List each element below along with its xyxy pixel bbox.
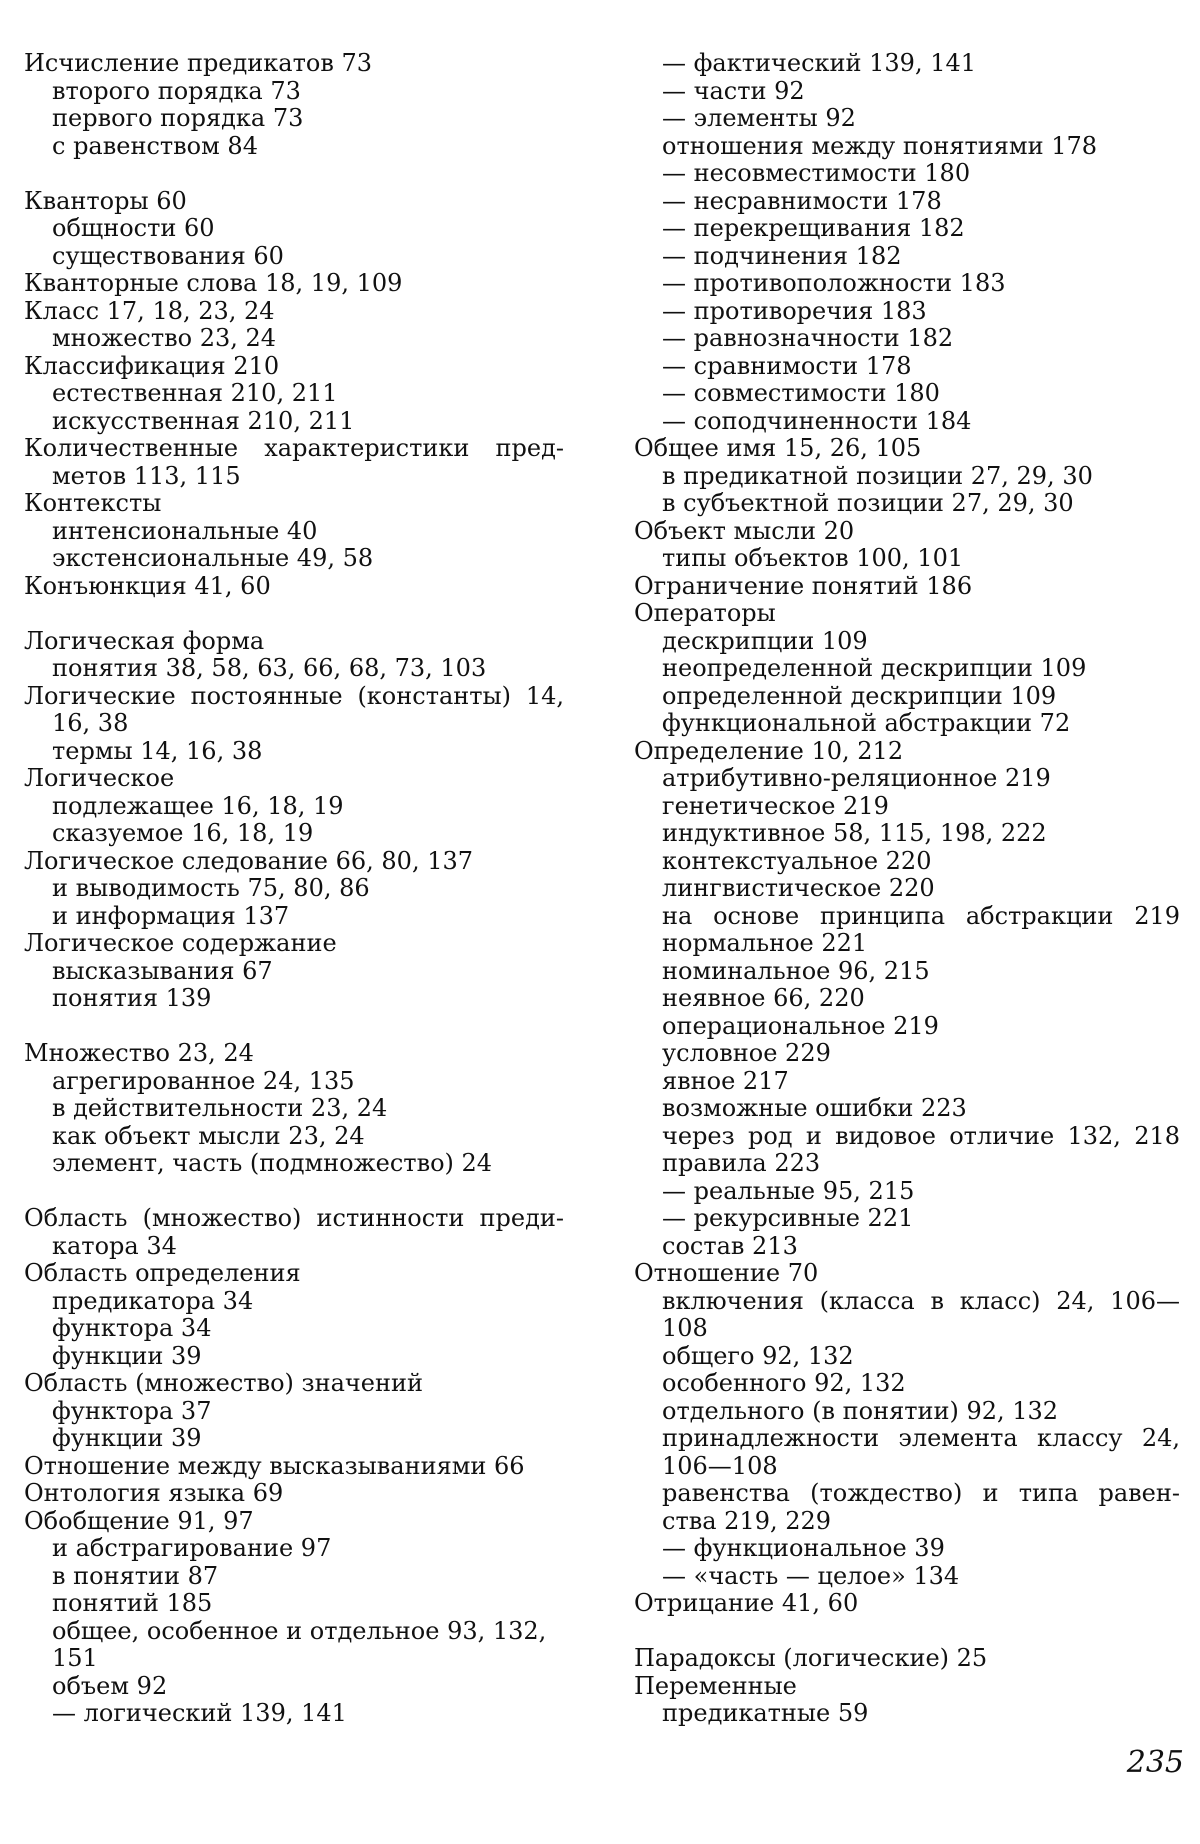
index-subentry: в действительности 23, 24 (52, 1094, 388, 1122)
index-spacer (24, 160, 564, 188)
index-entry: Контексты (24, 489, 162, 517)
index-subentry: правила 223 (662, 1149, 821, 1177)
index-subentry: состав 213 (662, 1231, 798, 1260)
index-subentry: — реальные 95, 215 (662, 1176, 915, 1205)
index-subentry: 151 (52, 1644, 98, 1672)
index-subentry: — рекурсивные 221 (662, 1204, 914, 1232)
index-subentry: функциональной абстракции 72 (662, 709, 1071, 737)
index-entry: Логическое (24, 764, 175, 792)
index-entry: Классификация 210 (24, 351, 280, 380)
index-entry: Кванторные слова 18, 19, 109 (24, 269, 403, 297)
index-subentry: — несовместимости 180 (662, 159, 971, 187)
index-entry: Исчисление предикатов 73 (24, 49, 372, 77)
index-subentry: — функциональное 39 (662, 1534, 945, 1562)
index-subentry: — перекрещивания 182 (662, 214, 965, 242)
index-subentry: первого порядка 73 (52, 104, 304, 132)
index-subentry: контекстуальное 220 (662, 846, 932, 875)
index-entry: Количественные характеристики пред- (24, 434, 564, 462)
index-subentry: — фактический 139, 141 (662, 49, 977, 77)
index-subentry: термы 14, 16, 38 (52, 736, 263, 765)
index-entry: Определение 10, 212 (634, 736, 904, 765)
index-subentry: подлежащее 16, 18, 19 (52, 791, 344, 820)
index-subentry: атрибутивно-реляционное 219 (662, 764, 1051, 792)
index-entry: Конъюнкция 41, 60 (24, 571, 271, 600)
index-spacer (24, 1013, 564, 1041)
index-subentry: на основе принципа абстракции 219 (662, 901, 1180, 930)
index-subentry: общее, особенное и отдельное 93, 132, (52, 1616, 547, 1645)
index-subentry: функтора 34 (52, 1314, 212, 1342)
index-subentry: — противоречия 183 (662, 296, 927, 325)
index-subentry: операциональное 219 (662, 1011, 939, 1040)
index-entry: Логические постоянные (константы) 14, (24, 681, 564, 710)
index-subentry: нормальное 221 (662, 929, 868, 957)
index-subentry: особенного 92, 132 (662, 1369, 906, 1397)
index-subentry: равенства (тождество) и типа равен- (662, 1479, 1180, 1507)
index-subentry: включения (класса в класс) 24, 106— (662, 1286, 1180, 1315)
index-subentry: метов 113, 115 (52, 461, 241, 490)
index-subentry: номинальное 96, 215 (662, 956, 930, 985)
index-entry: Логическое следование 66, 80, 137 (24, 846, 474, 875)
index-subentry: высказывания 67 (52, 956, 273, 985)
index-subentry: ства 219, 229 (662, 1506, 832, 1535)
index-spacer (634, 1618, 1180, 1646)
index-subentry: множество 23, 24 (52, 324, 277, 352)
index-entry: Переменные (634, 1671, 797, 1700)
index-subentry: функции 39 (52, 1341, 202, 1370)
index-entry: Общее имя 15, 26, 105 (634, 434, 922, 462)
index-entry: Область (множество) значений (24, 1369, 423, 1397)
index-entry: Множество 23, 24 (24, 1039, 254, 1067)
index-subentry: — противоположности 183 (662, 269, 1006, 297)
page-number: 235 (1126, 1745, 1184, 1780)
index-entry: Ограничение понятий 186 (634, 571, 973, 600)
index-subentry: интенсиональные 40 (52, 516, 318, 545)
index-entry: Отрицание 41, 60 (634, 1589, 859, 1617)
index-spacer (24, 600, 564, 628)
index-subentry: функтора 37 (52, 1396, 212, 1425)
index-subentry: неопределенной дескрипции 109 (662, 654, 1087, 682)
index-entry: Область (множество) истинности преди- (24, 1204, 564, 1232)
index-column-right (634, 50, 1180, 1728)
index-entry: Обобщение 91, 97 (24, 1506, 254, 1535)
index-subentry: — части 92 (662, 76, 805, 105)
index-subentry: как объект мысли 23, 24 (52, 1121, 365, 1150)
index-subentry: искусственная 210, 211 (52, 406, 355, 435)
index-subentry: — «часть — целое» 134 (662, 1561, 960, 1590)
index-subentry: генетическое 219 (662, 791, 889, 820)
index-subentry: в субъектной позиции 27, 29, 30 (662, 489, 1074, 517)
index-entry: Отношение 70 (634, 1259, 819, 1287)
index-subentry: агрегированное 24, 135 (52, 1066, 355, 1095)
index-entry: Класс 17, 18, 23, 24 (24, 296, 275, 325)
index-subentry: 106—108 (662, 1451, 778, 1480)
index-subentry: отношения между понятиями 178 (662, 131, 1098, 160)
index-subentry: и выводимость 75, 80, 86 (52, 874, 370, 902)
index-subentry: условное 229 (662, 1039, 831, 1067)
index-subentry: — соподчиненности 184 (662, 406, 972, 435)
index-subentry: и абстрагирование 97 (52, 1534, 332, 1562)
index-subentry: через род и видовое отличие 132, 218 (662, 1121, 1180, 1150)
index-subentry: элемент, часть (подмножество) 24 (52, 1149, 493, 1177)
index-entry: Кванторы 60 (24, 186, 187, 215)
index-subentry: — сравнимости 178 (662, 351, 912, 380)
index-subentry: типы объектов 100, 101 (662, 544, 964, 572)
index-entry: Отношение между высказываниями 66 (24, 1451, 525, 1480)
index-entry: Операторы (634, 599, 776, 627)
index-subentry: общего 92, 132 (662, 1341, 854, 1370)
index-subentry: экстенсиональные 49, 58 (52, 544, 374, 572)
index-entry: Парадоксы (логические) 25 (634, 1644, 988, 1672)
index-entry: Онтология языка 69 (24, 1479, 284, 1507)
index-subentry: предикатные 59 (662, 1699, 869, 1727)
index-subentry: неявное 66, 220 (662, 984, 865, 1012)
index-subentry: естественная 210, 211 (52, 379, 338, 407)
index-subentry: существования 60 (52, 241, 284, 270)
index-subentry: в предикатной позиции 27, 29, 30 (662, 461, 1093, 490)
index-subentry: — несравнимости 178 (662, 186, 942, 215)
index-subentry: и информация 137 (52, 901, 290, 930)
index-subentry: индуктивное 58, 115, 198, 222 (662, 819, 1047, 847)
index-subentry: отдельного (в понятии) 92, 132 (662, 1396, 1059, 1425)
index-entry: Объект мысли 20 (634, 516, 855, 545)
index-subentry: — элементы 92 (662, 104, 856, 132)
index-spacer (24, 1178, 564, 1206)
index-subentry: понятия 139 (52, 984, 212, 1012)
index-entry: Логическое содержание (24, 929, 337, 957)
index-subentry: — равнозначности 182 (662, 324, 954, 352)
index-subentry: понятий 185 (52, 1589, 213, 1617)
index-subentry: — подчинения 182 (662, 241, 902, 270)
index-subentry: 108 (662, 1314, 708, 1342)
index-subentry: предикатора 34 (52, 1286, 254, 1315)
index-subentry: дескрипции 109 (662, 626, 868, 655)
index-subentry: второго порядка 73 (52, 76, 301, 105)
index-column-left (24, 50, 564, 1728)
index-subentry: — логический 139, 141 (52, 1699, 347, 1727)
index-subentry: функции 39 (52, 1424, 202, 1452)
index-subentry: общности 60 (52, 214, 215, 242)
index-subentry: принадлежности элемента классу 24, (662, 1424, 1180, 1452)
index-subentry: определенной дескрипции 109 (662, 681, 1057, 710)
index-entry: Область определения (24, 1259, 301, 1287)
index-subentry: понятия 38, 58, 63, 66, 68, 73, 103 (52, 654, 487, 682)
index-subentry: лингвистическое 220 (662, 874, 935, 902)
index-subentry: возможные ошибки 223 (662, 1094, 967, 1122)
index-subentry: катора 34 (52, 1231, 177, 1260)
index-subentry: 16, 38 (52, 709, 129, 737)
index-subentry: в понятии 87 (52, 1561, 219, 1590)
index-subentry: — совместимости 180 (662, 379, 940, 407)
index-subentry: сказуемое 16, 18, 19 (52, 819, 314, 847)
index-subentry: объем 92 (52, 1671, 168, 1700)
index-subentry: явное 217 (662, 1066, 789, 1095)
index-subentry: с равенством 84 (52, 131, 258, 160)
index-entry: Логическая форма (24, 626, 265, 655)
